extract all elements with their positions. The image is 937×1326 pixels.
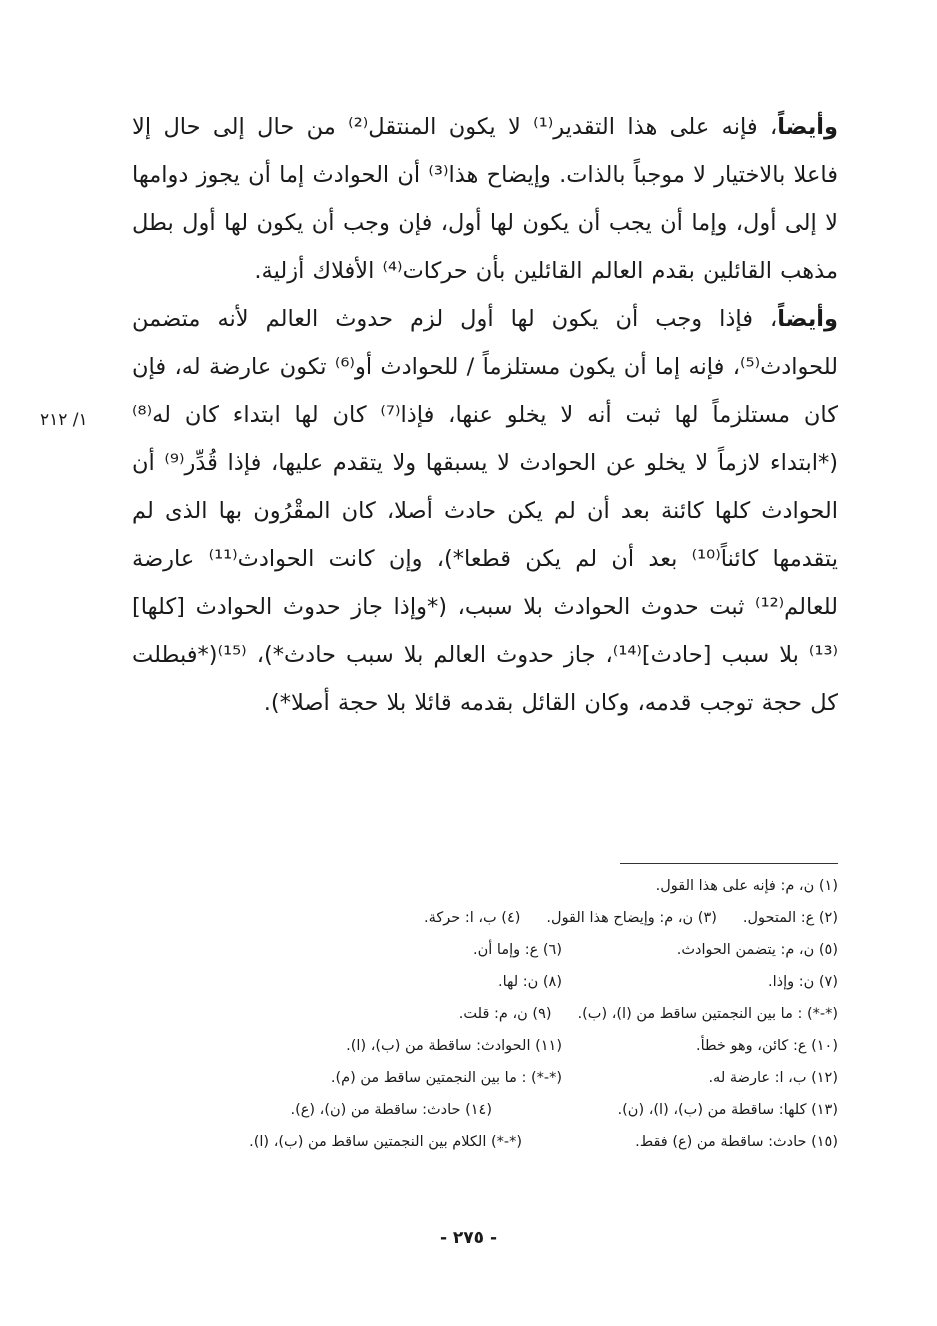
footnote: (١) ن، م: فإنه على هذا القول. [655,878,838,894]
footnote: (*-*) الكلام بين النجمتين ساقط من (ب)، (ا). [249,1134,522,1150]
footnote: (١٣) كلها: ساقطة من (ب)، (ا)، (ن). [617,1102,838,1118]
footnote-row [150,902,838,934]
footnote-divider [620,863,838,864]
page-number: - ٢٧٥ - [439,1228,498,1248]
footnote: (١٤) حادث: ساقطة من (ن)، (ع). [290,1102,492,1118]
footnote: (١٠) ع: كائن، وهو خطأ. [696,1038,838,1054]
paragraph-1-text: ، فإنه على هذا التقدير⁽¹⁾ لا يكون المنتقل⁽²⁾ من حال إلى حال إلا فاعلا بالاختيار لا موجباً بالذات. وإيضاح هذا⁽³⁾ أن الحوادث إما أن يجوز دوامها لا إلى أول، وإما أن يجب أن يكون لها أول، فإن وجب أن يكون لها أول بطل مذهب القائلين بقدم العالم القائلين بأن حركات⁽⁴⁾ الأفلاك أزلية. [132,114,839,284]
paragraph-1 [132,103,838,295]
footnote: (١١) الحوادث: ساقطة من (ب)، (ا). [346,1038,562,1054]
footnote: (*-*) : ما بين النجمتين ساقط من (ا)، (ب). [577,1006,838,1022]
footnotes [150,870,838,1158]
footnote: (٥) ن، م: يتضمن الحوادث. [676,942,838,958]
footnote: (٢) ع: المتحول. [742,910,838,926]
footnote: (*-*) : ما بين النجمتين ساقط من (م). [330,1070,562,1086]
footnote-row [150,1094,838,1126]
paragraph-2 [132,295,838,727]
footnote-row [150,998,838,1030]
footnote: (٣) ن، م: وإيضاح هذا القول. [546,910,717,926]
footnote-row [150,966,838,998]
paragraph-2-lead: وأيضاً [777,306,838,332]
footnote: (٩) ن، م: قلت. [458,1006,552,1022]
footnote-row [150,934,838,966]
footnote: (٦) ع: وإما أن. [473,942,562,958]
footnote: (١٥) حادث: ساقطة من (ع) فقط. [635,1134,838,1150]
footnote: (٨) ن: لها. [497,974,562,990]
footnote-row [150,870,838,902]
footnote-row [150,1030,838,1062]
footnote: (٧) ن: وإذا. [767,974,838,990]
footnote: (٤) ب، ا: حركة. [423,910,521,926]
footnote: (١٢) ب، ا: عارضة له. [708,1070,838,1086]
main-text [132,103,838,727]
footnote-row [150,1062,838,1094]
paragraph-2-text: ، فإذا وجب أن يكون لها أول لزم حدوث العالم لأنه متضمن للحوادث⁽⁵⁾، فإنه إما أن يكون مستلزماً / للحوادث أو⁽⁶⁾ تكون عارضة له، فإن كان مستلزماً لها ثبت أنه لا يخلو عنها، فإذا⁽⁷⁾ كان لها ابتداء كان له⁽⁸⁾ (*ابتداء لازماً لا يخلو عن الحوادث لا يسبقها ولا يتقدم عليها، فإذا قُدِّر⁽⁹⁾ أن الحوادث كلها كائنة بعد أن لم يكن حادث أصلا، كان المقْرُون بها الذى لم يتقدمها كائناً⁽¹⁰⁾ بعد أن لم يكن قطعا*)، وإن كانت الحوادث⁽¹¹⁾ عارضة للعالم⁽¹²⁾ ثبت حدوث الحوادث بلا سبب، (*وإذا جاز حدوث الحوادث [كلها]⁽¹³⁾ بلا سبب [حادث]⁽¹⁴⁾، جاز حدوث العالم بلا سبب حادث*)، ⁽¹⁵⁾(*فبطلت كل حجة توجب قدمه، وكان القائل بقدمه قائلا بلا حجة أصلا*). [132,306,839,716]
footnote-row [150,1126,838,1158]
margin-page-reference: ١/ ٢١٢ [40,410,88,430]
paragraph-1-lead: وأيضاً [777,114,838,140]
